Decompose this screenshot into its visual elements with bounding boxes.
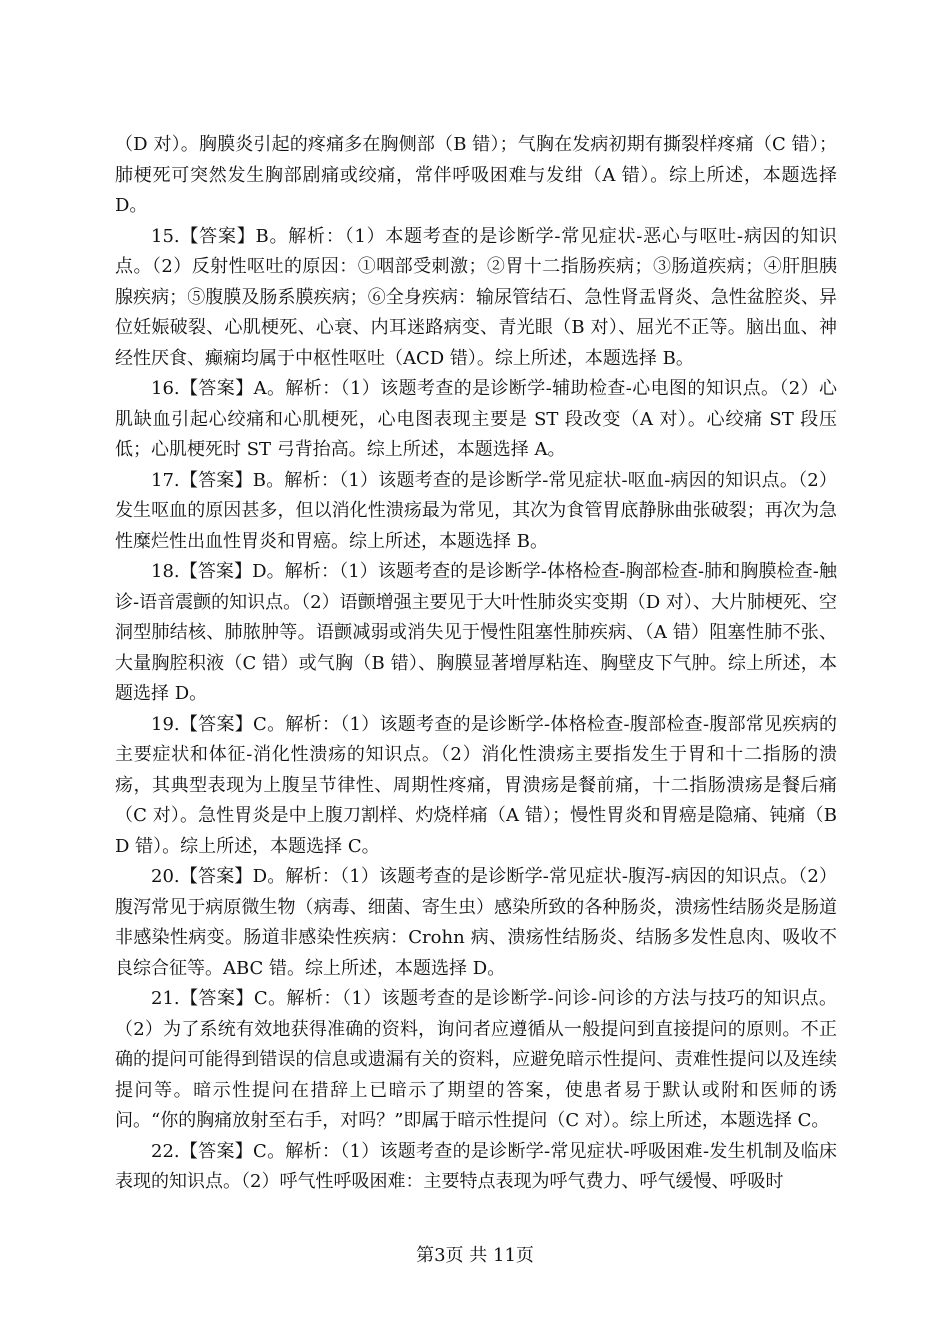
- paragraph-q22: 22.【答案】C。解析：（1）该题考查的是诊断学-常见症状-呼吸困难-发生机制及临床表现的知识点。（2）呼气性呼吸困难：主要特点表现为呼气费力、呼气缓慢、呼吸时: [115, 1140, 837, 1192]
- answer-explanations: [115, 130, 837, 1198]
- paragraph-q21: 21.【答案】C。解析：（1）该题考查的是诊断学-问诊-问诊的方法与技巧的知识点。（2）为了系统有效地获得准确的资料，询问者应遵循从一般提问到直接提问的原则。不正确的提问可能得到错误的信息或遗漏有关的资料，应避免暗示性提问、责难性提问以及连续提问等。暗示性提问在措辞上已暗示了期望的答案，使患者易于默认或附和医师的诱问。“你的胸痛放射至右手，对吗？”即属于暗示性提问（C 对）。综上所述，本题选择 C。: [115, 988, 837, 1131]
- paragraph-q15: 15.【答案】B。解析：（1）本题考查的是诊断学-常见症状-恶心与呕吐-病因的知识点。（2）反射性呕吐的原因：①咽部受刺激；②胃十二指肠疾病；③肠道疾病；④肝胆胰腺疾病；⑤腹膜及肠系膜疾病；⑥全身疾病：输尿管结石、急性肾盂肾炎、急性盆腔炎、异位妊娠破裂、心肌梗死、心衰、内耳迷路病变、青光眼（B 对）、屈光不正等。脑出血、神经性厌食、癫痫均属于中枢性呕吐（ACD 错）。综上所述，本题选择 B。: [115, 225, 837, 369]
- paragraph-q17: 17.【答案】B。解析：（1）该题考查的是诊断学-常见症状-呕血-病因的知识点。（2）发生呕血的原因甚多，但以消化性溃疡最为常见，其次为食管胃底静脉曲张破裂；再次为急性糜烂性出血性胃炎和胃癌。综上所述，本题选择 B。: [115, 469, 837, 552]
- paragraph-q16: 16.【答案】A。解析：（1）该题考查的是诊断学-辅助检查-心电图的知识点。（2）心肌缺血引起心绞痛和心肌梗死，心电图表现主要是 ST 段改变（A 对）。心绞痛 ST 段压低；心肌梗死时 ST 弓背抬高。综上所述，本题选择 A。: [115, 378, 837, 460]
- paragraph-q19: 19.【答案】C。解析：（1）该题考查的是诊断学-体格检查-腹部检查-腹部常见疾病的主要症状和体征-消化性溃疡的知识点。（2）消化性溃疡主要指发生于胃和十二指肠的溃疡，其典型表现为上腹呈节律性、周期性疼痛，胃溃疡是餐前痛，十二指肠溃疡是餐后痛（C 对）。急性胃炎是中上腹刀割样、灼烧样痛（A 错）；慢性胃炎和胃癌是隐痛、钝痛（BD 错）。综上所述，本题选择 C。: [115, 713, 837, 857]
- paragraph-q14-continued: （D 对）。胸膜炎引起的疼痛多在胸侧部（B 错）；气胸在发病初期有撕裂样疼痛（C 错）；肺梗死可突然发生胸部剧痛或绞痛，常伴呼吸困难与发绀（A 错）。综上所述，本题选择 D。: [115, 134, 837, 216]
- paragraph-q20: 20.【答案】D。解析：（1）该题考查的是诊断学-常见症状-腹泻-病因的知识点。（2）腹泻常见于病原微生物（病毒、细菌、寄生虫）感染所致的各种肠炎，溃疡性结肠炎是肠道非感染性病变。肠道非感染性疾病：Crohn 病、溃疡性结肠炎、结肠多发性息肉、吸收不良综合征等。ABC 错。综上所述，本题选择 D。: [115, 866, 837, 979]
- page-number-footer: 第3页 共 11页: [416, 1245, 534, 1266]
- paragraph-q18: 18.【答案】D。解析：（1）该题考查的是诊断学-体格检查-胸部检查-肺和胸膜检查-触诊-语音震颤的知识点。（2）语颤增强主要见于大叶性肺炎实变期（D 对）、大片肺梗死、空洞型肺结核、肺脓肿等。语颤减弱或消失见于慢性阻塞性肺疾病、（A 错）阻塞性肺不张、大量胸腔积液（C 错）或气胸（B 错）、胸膜显著增厚粘连、胸壁皮下气肿。综上所述，本题选择 D。: [115, 561, 837, 704]
